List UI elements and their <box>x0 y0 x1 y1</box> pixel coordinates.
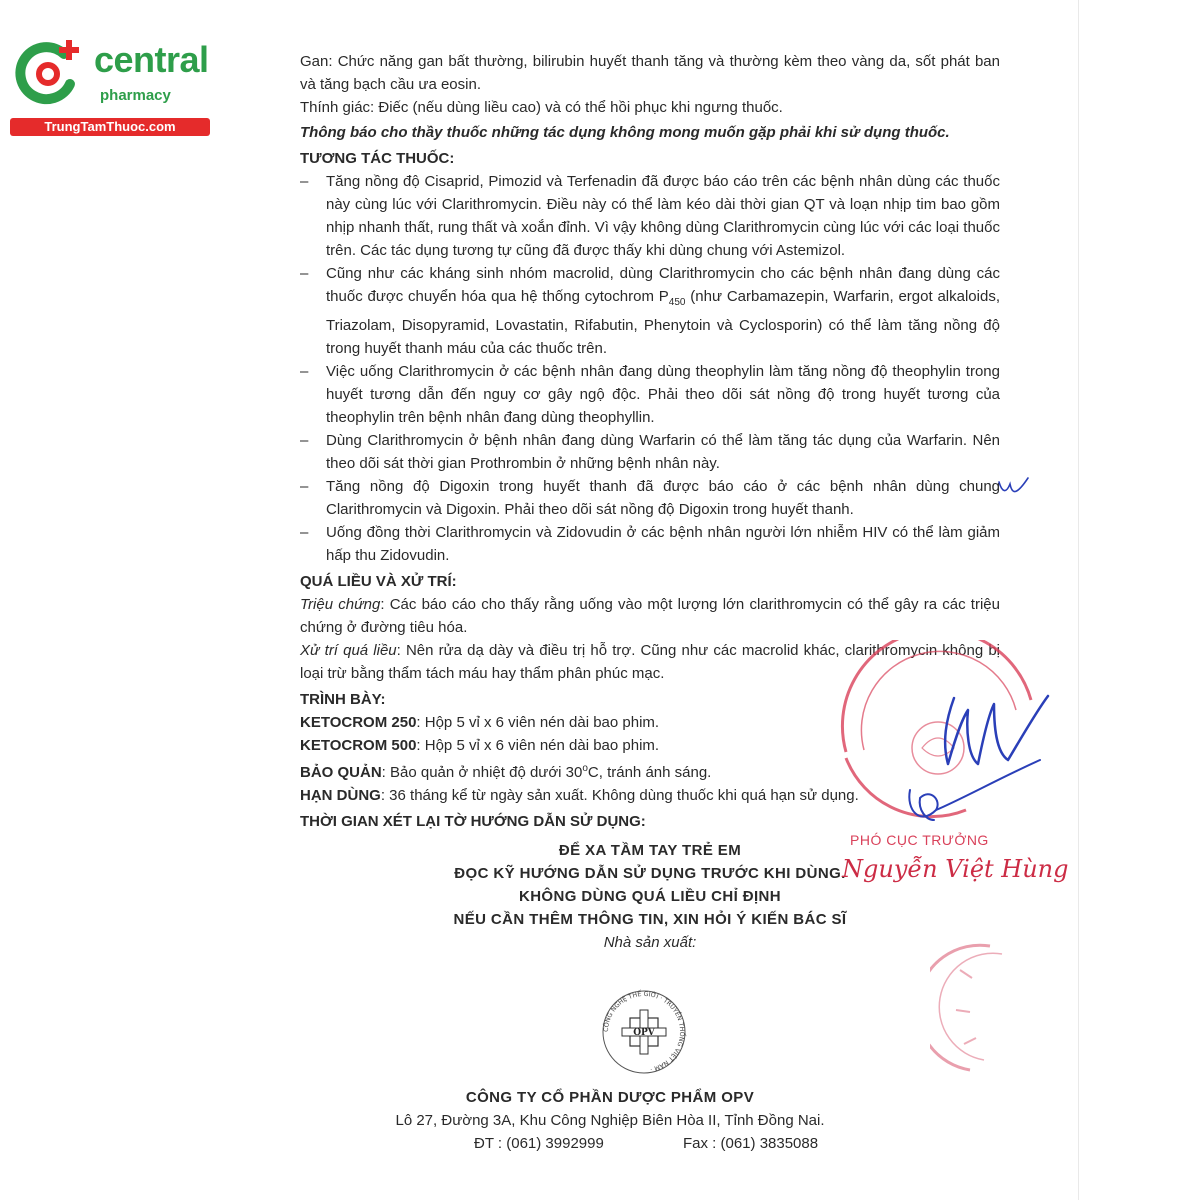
review-heading: THỜI GIAN XÉT LẠI TỜ HƯỚNG DẪN SỬ DỤNG: <box>300 813 646 830</box>
interaction-item <box>300 429 1000 475</box>
interaction-item <box>300 360 1000 429</box>
approver-name: Nguyễn Việt Hùng <box>842 855 1069 883</box>
scan-edge-line <box>1078 0 1079 1200</box>
check-mark-icon <box>996 474 1032 498</box>
storage-label: BẢO QUẢN <box>300 764 382 781</box>
brand-website-link[interactable]: TrungTamThuoc.com <box>10 118 210 136</box>
warning-line: KHÔNG DÙNG QUÁ LIỀU CHỈ ĐỊNH <box>518 888 782 905</box>
contact-line <box>300 1132 1000 1155</box>
list-bullet: – <box>300 524 309 541</box>
manufacturer-label: Nhà sản xuất: <box>603 934 697 951</box>
list-bullet: – <box>300 478 309 495</box>
manufacturer-address: Lô 27, Đường 3A, Khu Công Nghiệp Biên Hòa II, Tỉnh Đồng Nai. <box>395 1112 825 1129</box>
brand-name: central <box>94 39 209 80</box>
warning-line: ĐỂ XA TẦM TAY TRẺ EM <box>558 842 742 859</box>
interaction-text: Tăng nồng độ Cisaprid, Pimozid và Terfenadin đã được báo cáo trên các bệnh nhân dùng các thuốc này cùng lúc với Clarithromycin. Điều này có thể làm kéo dài thời gian QT và loạn nhịp tim bao gồm nhịp nhanh thất, rung thất và xoắn đỉnh. Vì vậy không dùng Clarithromycin cùng lúc với các loại thuốc trên. Các tác dụng tương tự cũng đã được thấy khi dùng chung với Astemizol. <box>326 173 1000 259</box>
symptoms-label: Triệu chứng <box>300 596 381 613</box>
interaction-text: Việc uống Clarithromycin ở các bệnh nhân đang dùng theophylin làm tăng nồng độ theophylin trong huyết tương dẫn đến nguy cơ gây ngộ độc. Phải theo dõi sát nồng độ trong huyết tương của theophylin trên bệnh nhân đang dùng theophyllin. <box>326 363 1000 426</box>
expiry-text: : 36 tháng kể từ ngày sản xuất. Không dùng thuốc khi quá hạn sử dụng. <box>380 787 859 804</box>
overdose-symptoms <box>300 593 1000 639</box>
hearing-effects-paragraph: Thính giác: Điếc (nếu dùng liều cao) và có thể hồi phục khi ngưng thuốc. <box>300 99 783 116</box>
interaction-text: (như Carbamazepin, Warfarin, ergot alkaloids, Triazolam, Disopyramid, Lovastatin, Rifabutin, Phenytoin và Cyclosporin) có thể làm tăng nồng độ trong huyết thanh máu của các thuốc trên. <box>326 288 1000 357</box>
interaction-text: Uống đồng thời Clarithromycin và Zidovudin ở các bệnh nhân người lớn nhiễm HIV có thể làm giảm hấp thu Zidovudin. <box>326 524 1000 564</box>
product-name: KETOCROM 500 <box>300 737 417 754</box>
fax-number: Fax : (061) 3835088 <box>683 1135 819 1152</box>
list-bullet: – <box>300 432 309 449</box>
liver-effects-paragraph: Gan: Chức năng gan bất thường, bilirubin huyết thanh tăng và thường kèm theo vàng da, sốt phát ban và tăng bạch cầu ưa eosin. <box>300 53 1000 93</box>
interaction-item <box>300 170 1000 262</box>
expiry-label: HẠN DÙNG <box>300 787 381 804</box>
list-bullet: – <box>300 173 309 190</box>
warning-line: ĐỌC KỸ HƯỚNG DẪN SỬ DỤNG TRƯỚC KHI DÙNG. <box>454 865 846 882</box>
list-bullet: – <box>300 265 309 282</box>
list-bullet: – <box>300 363 309 380</box>
warning-line: NẾU CẦN THÊM THÔNG TIN, XIN HỎI Ý KIẾN BÁC SĨ <box>453 911 847 928</box>
product-name: KETOCROM 250 <box>300 714 417 731</box>
storage-text-after: C, tránh ánh sáng. <box>587 764 712 781</box>
treatment-text: : Nên rửa dạ dày và điều trị hỗ trợ. Cũng như các macrolid khác, clarithromycin không bị loại trừ bằng thẩm tách máu hay thẩm phân phúc mạc. <box>300 642 1000 682</box>
interaction-text: Dùng Clarithromycin ở bệnh nhân đang dùng Warfarin có thể làm tăng tác dụng của Warfarin. Nên theo dõi sát thời gian Prothrombin ở những bệnh nhân này. <box>326 432 1000 472</box>
interaction-item <box>300 475 1000 521</box>
handwritten-signature <box>890 660 1060 830</box>
symptoms-text: : Các báo cáo cho thấy rằng uống vào một lượng lớn clarithromycin có thể gây ra các triệu chứng ở đường tiêu hóa. <box>300 596 1000 636</box>
doctor-notice: Thông báo cho thầy thuốc những tác dụng không mong muốn gặp phải khi sử dụng thuốc. <box>300 124 950 141</box>
product-desc: : Hộp 5 vỉ x 6 viên nén dài bao phim. <box>416 714 660 731</box>
storage-text: : Bảo quản ở nhiệt độ dưới 30 <box>381 764 583 781</box>
interaction-text: Cũng như các kháng sinh nhóm macrolid, dùng Clarithromycin cho các bệnh nhân đang dùng các thuốc được chuyển hóa qua hệ thống cytochrom P <box>326 265 1000 305</box>
treatment-label: Xử trí quá liều <box>300 642 397 659</box>
central-pharmacy-icon <box>12 36 84 108</box>
partial-stamp <box>930 940 1030 1080</box>
approver-title: PHÓ CỤC TRƯỞNG <box>850 832 989 848</box>
interaction-item <box>300 521 1000 567</box>
opv-logo-text: OPV <box>633 1028 655 1038</box>
phone-number: ĐT : (061) 3992999 <box>474 1135 604 1152</box>
overdose-heading: QUÁ LIỀU VÀ XỬ TRÍ: <box>300 573 457 590</box>
manufacturer-footer <box>300 1086 1000 1155</box>
degree-sup: o <box>582 763 588 774</box>
brand-subtitle: pharmacy <box>100 87 171 104</box>
product-desc: : Hộp 5 vỉ x 6 viên nén dài bao phim. <box>416 737 660 754</box>
brand-logo[interactable] <box>10 36 210 136</box>
opv-logo <box>598 988 690 1076</box>
interaction-item <box>300 262 1000 360</box>
cytochrome-subscript: 450 <box>668 297 686 308</box>
opv-ring-text: CÔNG NGHỆ THẾ GIỚI · TRUYỀN THỐNG VIỆT NAM · <box>602 990 686 1073</box>
presentation-heading: TRÌNH BÀY: <box>300 691 386 708</box>
manufacturer-name: CÔNG TY CỔ PHẦN DƯỢC PHẨM OPV <box>465 1089 755 1106</box>
interactions-heading: TƯƠNG TÁC THUỐC: <box>300 150 455 167</box>
interaction-text: Tăng nồng độ Digoxin trong huyết thanh đã được báo cáo ở các bệnh nhân dùng chung Clarithromycin và Digoxin. Phải theo dõi sát nồng độ Digoxin trong huyết thanh. <box>326 478 1000 518</box>
